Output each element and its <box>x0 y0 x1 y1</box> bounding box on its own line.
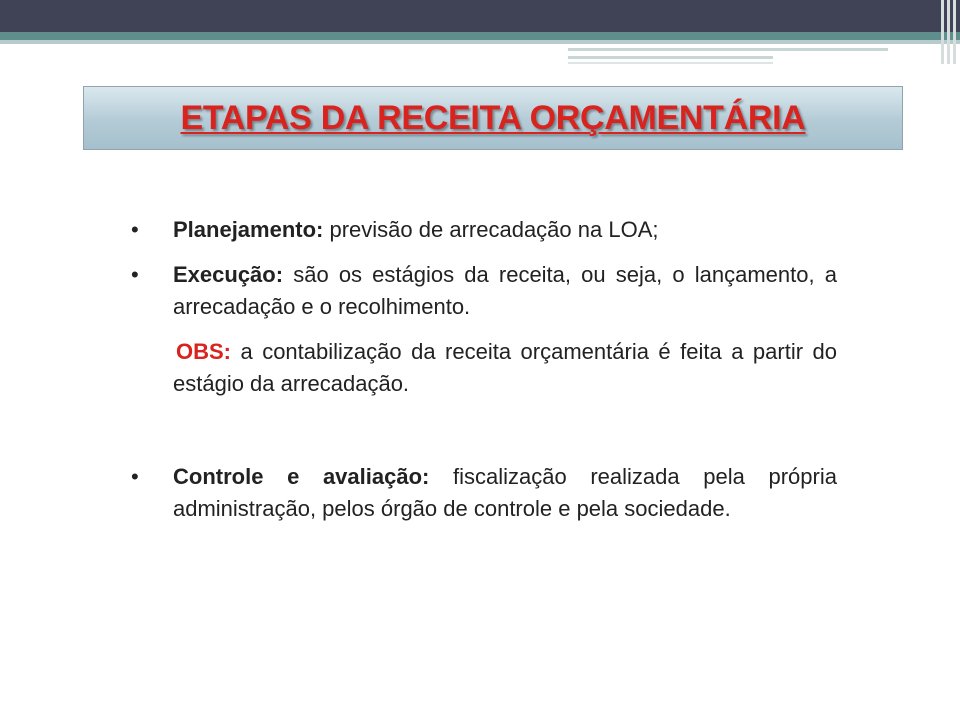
item-text: são os estágios da receita, ou seja, o lançamento, a arrecadação e o recolhimento. <box>173 262 837 319</box>
bullet-icon: • <box>131 217 139 242</box>
header-stripe <box>0 32 960 40</box>
edge-bar <box>953 0 956 64</box>
accent-line <box>568 48 888 51</box>
edge-bar <box>947 0 950 64</box>
accent-line <box>568 62 773 64</box>
obs-text: a contabilização da receita orçamentária é feita a partir do estágio da arrecadação. <box>173 339 837 396</box>
slide-title: ETAPAS DA RECEITA ORÇAMENTÁRIA <box>180 98 806 137</box>
bullet-icon: • <box>131 262 139 287</box>
edge-decoration <box>932 0 956 64</box>
header-band <box>0 0 960 32</box>
edge-bar <box>941 0 944 64</box>
obs-label: OBS: <box>176 339 231 364</box>
item-term: Controle e avaliação: <box>173 464 430 489</box>
item-text: previsão de arrecadação na LOA; <box>329 217 659 242</box>
slide-content <box>131 214 837 525</box>
bullet-icon: • <box>131 464 139 489</box>
item-text: fiscalização realizada pela própria administração, pelos órgão de controle e pela sociedade. <box>173 464 837 521</box>
obs-note <box>131 336 837 400</box>
header-stripe-light <box>0 40 960 44</box>
item-term: Execução: <box>173 262 284 287</box>
bullet-item-planejamento <box>131 214 837 246</box>
accent-line <box>568 56 773 59</box>
item-term: Planejamento: <box>173 217 324 242</box>
bullet-item-execucao <box>131 259 837 323</box>
bullet-item-controle <box>131 461 837 525</box>
title-box <box>83 86 903 150</box>
